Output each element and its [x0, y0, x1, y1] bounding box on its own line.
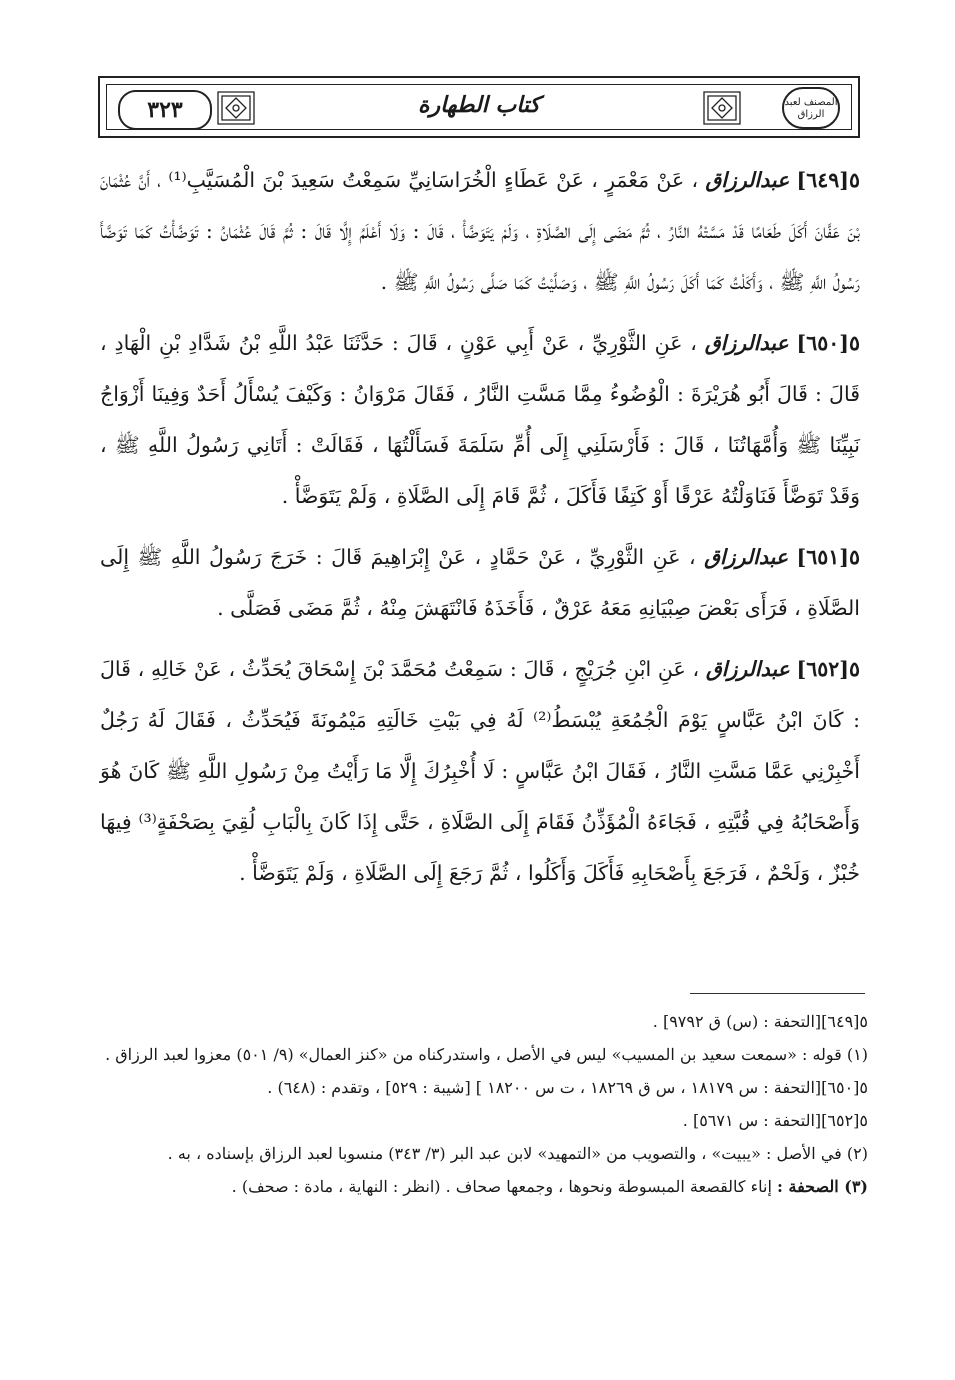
hadith-narrator: عبدالرزاق [704, 331, 789, 355]
footnote-lead: (٣) الصحفة : [777, 1177, 868, 1196]
hadith-649 [100, 155, 860, 308]
book-title: كتاب الطهارة [417, 92, 541, 118]
hadith-650 [100, 318, 860, 522]
footnotes [100, 1007, 868, 1205]
footnote-separator [690, 993, 865, 994]
main-text [100, 155, 860, 909]
hadith-narrator: عبدالرزاق [705, 657, 790, 681]
footnote [100, 1007, 868, 1037]
hadith-number: ٥[٦٥٢] [796, 657, 860, 681]
seal-text: المصنف لعبد الرزاق [784, 97, 838, 120]
hadith-number: ٥[٦٤٩] [796, 168, 860, 192]
footnote [100, 1172, 868, 1202]
footnote-text: إناء كالقصعة المبسوطة ونحوها ، وجمعها صحاف . (انظر : النهاية ، مادة : صحف) . [231, 1177, 772, 1196]
header-frame [98, 76, 860, 138]
hadith-text: ، عَنِ الثَّوْرِيِّ ، عَنْ حَمَّادٍ ، عَنْ إِبْرَاهِيمَ قَالَ : خَرَجَ رَسُولُ اللَّهِ ﷺ إِلَى الصَّلَاةِ ، فَرَأَى بَعْضَ صِبْيَانِهِ مَعَهُ عَرْقٌ ، فَأَخَذَهُ فَانْتَهَشَ مِنْهُ ، ثُمَّ مَضَى فَصَلَّى . [100, 545, 860, 620]
hadith-651 [100, 532, 860, 634]
hadith-text: ، عَنِ ابْنِ جُرَيْجٍ ، قَالَ : سَمِعْتُ مُحَمَّدَ بْنَ إِسْحَاقَ يُحَدِّثُ ، عَنْ خَالِهِ ، قَالَ : كَانَ ابْنُ عَبَّاسٍ يَوْمَ الْجُمُعَةِ يُبْسَطُ⁽²⁾ لَهُ فِي بَيْتِ خَالَتِهِ مَيْمُونَةَ فَيُحَدِّثُ ، فَقَالَ لَهُ رَجُلٌ أَخْبِرْنِي عَمَّا مَسَّتِ النَّارُ ، فَقَالَ ابْنُ عَبَّاسٍ : لَا أُخْبِرُكَ إِلَّا مَا رَأَيْتُ مِنْ رَسُولِ اللَّهِ ﷺ كَانَ هُوَ وَأَصْحَابُهُ فِي قُبَّتِهِ ، فَجَاءَهُ الْمُؤَذِّنُ فَقَامَ إِلَى الصَّلَاةِ ، حَتَّى إِذَا كَانَ بِالْبَابِ لُقِيَ بِصَحْفَةٍ⁽³⁾ فِيهَا خُبْزٌ ، وَلَحْمٌ ، فَرَجَعَ بِأَصْحَابِهِ فَأَكَلَ وَأَكَلُوا ، ثُمَّ رَجَعَ إِلَى الصَّلَاةِ ، وَلَمْ يَتَوَضَّأْ . [100, 657, 861, 885]
footnote-text: ٥[٦٥٠][التحفة : س ١٨١٧٩ ، س ق ١٨٢٦٩ ، ت س ١٨٢٠٠ ] [شيبة : ٥٢٩] ، وتقدم : (٦٤٨) . [267, 1078, 868, 1097]
hadith-number: ٥[٦٥١] [796, 545, 860, 569]
footnote-text: (١) قوله : «سمعت سعيد بن المسيب» ليس في الأصل ، واستدركناه من «كنز العمال» (٩/ ٥٠١) معزوا لعبد الرزاق . [105, 1045, 868, 1064]
footnote-text: ٥[٦٤٩][التحفة : (س) ق ٩٧٩٢] . [652, 1012, 868, 1031]
hadith-number: ٥[٦٥٠] [796, 331, 860, 355]
footnote [100, 1040, 868, 1070]
book-seal-logo [782, 87, 840, 129]
hadith-652 [100, 644, 860, 899]
footnote-text: ٥[٦٥٢][التحفة : س ٥٦٧١] . [682, 1111, 868, 1130]
footnote-text: (٢) في الأصل : «يبيت» ، والتصويب من «التمهيد» لابن عبد البر (٣/ ٣٤٣) منسوبا لعبد الرزاق بإسناده ، به . [167, 1144, 868, 1163]
hadith-text: ، عَنِ الثَّوْرِيِّ ، عَنْ أَبِي عَوْنٍ ، قَالَ : حَدَّثَنَا عَبْدُ اللَّهِ بْنُ شَدَّادِ بْنِ الْهَادِ ، قَالَ : قَالَ أَبُو هُرَيْرَةَ : الْوُضُوءُ مِمَّا مَسَّتِ النَّارُ ، فَقَالَ مَرْوَانُ : وَكَيْفَ يُسْأَلُ أَحَدٌ وَفِينَا أَزْوَاجُ نَبِيِّنَا ﷺ وَأُمَّهَاتُنَا ، قَالَ : فَأَرْسَلَنِي إِلَى أُمِّ سَلَمَةَ فَسَأَلْتُهَا ، فَقَالَتْ : أَتَانِي رَسُولُ اللَّهِ ﷺ ، وَقَدْ تَوَضَّأَ فَنَاوَلْتُهُ عَرْقًا أَوْ كَتِفًا فَأَكَلَ ، ثُمَّ قَامَ إِلَى الصَّلَاةِ ، وَلَمْ يَتَوَضَّأْ . [100, 331, 860, 508]
page-header [98, 76, 860, 138]
hadith-narrator: عبدالرزاق [704, 545, 789, 569]
footnote [100, 1106, 868, 1136]
page-number: ٣٢٣ [118, 90, 212, 130]
footnote [100, 1139, 868, 1169]
hadith-narrator: عبدالرزاق [705, 168, 790, 192]
footnote [100, 1073, 868, 1103]
hadith-text: ، عَنْ مَعْمَرٍ ، عَنْ عَطَاءٍ الْخُرَاسَانِيِّ سَمِعْتُ سَعِيدَ بْنَ الْمُسَيَّبِ⁽¹⁾ ، أَنَّ عُثْمَانَ بْنَ عَفَّانَ أَكَلَ طَعَامًا قَدْ مَسَّتْهُ النَّارُ ، ثُمَّ مَضَى إِلَى الصَّلَاةِ ، وَلَمْ يَتَوَضَّأْ ، قَالَ : وَلَا أَعْلَمُ إِلَّا قَالَ : ثُمَّ قَالَ عُثْمَانُ : تَوَضَّأْتُ كَمَا تَوَضَّأَ رَسُولُ اللَّهِ ﷺ ، وَأَكَلْتُ كَمَا أَكَلَ رَسُولُ اللَّهِ ﷺ ، وَصَلَّيْتُ كَمَا صَلَّى رَسُولُ اللَّهِ ﷺ . [100, 168, 860, 294]
